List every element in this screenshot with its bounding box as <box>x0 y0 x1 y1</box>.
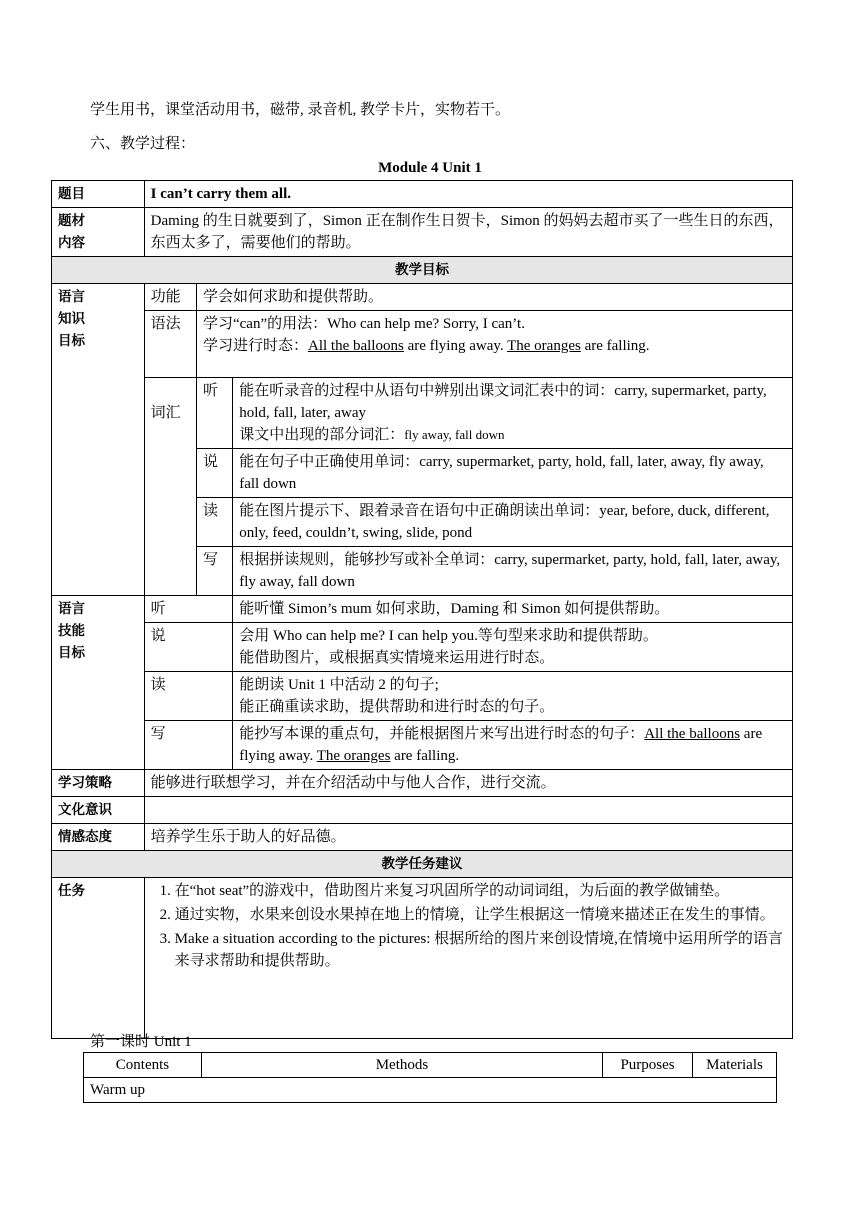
vocab-read-text: 能在图片提示下、跟着录音在语句中正确朗读出单词：year, before, duck, different, only, feed, couldn’t, swing, slide, pond <box>233 498 793 547</box>
col-methods: Methods <box>201 1053 602 1078</box>
materials-line: 学生用书，课堂活动用书，磁带, 录音机, 教学卡片，实物若干。 <box>90 102 511 118</box>
task-item: 2. 通过实物，水果来创设水果掉在地上的情境，让学生根据这一情境来描述正在发生的事情。 <box>175 904 786 926</box>
skill-write-text: 能抄写本课的重点句，并能根据图片来写出进行时态的句子：All the balloons are flying away. The oranges are falling. <box>233 721 793 770</box>
goals-header: 教学目标 <box>52 257 793 284</box>
grammar-text: 学习“can”的用法：Who can help me? Sorry, I can’t. 学习进行时态：All the balloons are flying away. The oranges are falling. <box>196 311 792 378</box>
module-title: Module 4 Unit 1 <box>378 160 482 176</box>
vocab-label: 词汇 <box>144 378 196 596</box>
topic-row <box>52 181 793 208</box>
vocab-listen-text: 能在听录音的过程中从语句中辨别出课文词汇表中的词：carry, supermarket, party, hold, fall, later, away 课文中出现的部分词汇：fly away, fall down <box>233 378 793 449</box>
skill-listen-label: 听 <box>144 596 233 623</box>
task-item: 3. Make a situation according to the pictures: 根据所给的图片来创设情境,在情境中运用所学的语言来寻求帮助和提供帮助。 <box>175 928 786 972</box>
skill-read-text: 能朗读 Unit 1 中活动 2 的句子; 能正确重读求助，提供帮助和进行时态的句子。 <box>233 672 793 721</box>
lesson-plan-table <box>51 180 793 1039</box>
process-heading: 六、教学过程： <box>90 136 196 152</box>
skill-write-label: 写 <box>144 721 233 770</box>
strategy-label: 学习策略 <box>52 770 145 797</box>
function-text: 学会如何求助和提供帮助。 <box>196 284 792 311</box>
vocab-listen-label: 听 <box>196 378 232 449</box>
skills-label: 语言 技能 目标 <box>52 596 145 770</box>
skill-read-label: 读 <box>144 672 233 721</box>
col-purposes: Purposes <box>603 1053 693 1078</box>
vocab-write-text: 根据拼读规则，能够抄写或补全单词：carry, supermarket, party, hold, fall, later, away, fly away, fall down <box>233 547 793 596</box>
col-contents: Contents <box>84 1053 202 1078</box>
skill-listen-text: 能听懂 Simon’s mum 如何求助，Daming 和 Simon 如何提供帮助。 <box>233 596 793 623</box>
task-item: 1. 在“hot seat”的游戏中，借助图片来复习巩固所学的动词词组，为后面的教学做铺垫。 <box>175 880 786 902</box>
knowledge-label: 语言 知识 目标 <box>52 284 145 596</box>
function-label: 功能 <box>144 284 196 311</box>
culture-text <box>144 797 792 824</box>
task-label: 任务 <box>52 878 145 1039</box>
warm-up-row: Warm up <box>84 1078 777 1103</box>
lesson-heading: 第一课时 Unit 1 <box>90 1034 192 1050</box>
task-list <box>151 880 786 972</box>
tasks-header: 教学任务建议 <box>52 851 793 878</box>
grammar-label: 语法 <box>144 311 196 378</box>
vocab-read-label: 读 <box>196 498 232 547</box>
attitude-label: 情感态度 <box>52 824 145 851</box>
strategy-text: 能够进行联想学习，并在介绍活动中与他人合作，进行交流。 <box>144 770 792 797</box>
content-value: Daming 的生日就要到了，Simon 正在制作生日贺卡，Simon 的妈妈去超市买了一些生日的东西，东西太多了，需要他们的帮助。 <box>144 208 792 257</box>
vocab-write-label: 写 <box>196 547 232 596</box>
vocab-speak-label: 说 <box>196 449 232 498</box>
culture-label: 文化意识 <box>52 797 145 824</box>
col-materials: Materials <box>693 1053 777 1078</box>
lesson-table <box>83 1052 777 1103</box>
skill-speak-text: 会用 Who can help me? I can help you.等句型来求助和提供帮助。 能借助图片，或根据真实情境来运用进行时态。 <box>233 623 793 672</box>
vocab-speak-text: 能在句子中正确使用单词：carry, supermarket, party, hold, fall, later, away, fly away, fall down <box>233 449 793 498</box>
content-row <box>52 208 793 257</box>
topic-value: I can’t carry them all. <box>144 181 792 208</box>
attitude-text: 培养学生乐于助人的好品德。 <box>144 824 792 851</box>
content-label: 题材 内容 <box>52 208 145 257</box>
topic-label: 题目 <box>52 181 145 208</box>
task-list-cell <box>144 878 792 1039</box>
skill-speak-label: 说 <box>144 623 233 672</box>
